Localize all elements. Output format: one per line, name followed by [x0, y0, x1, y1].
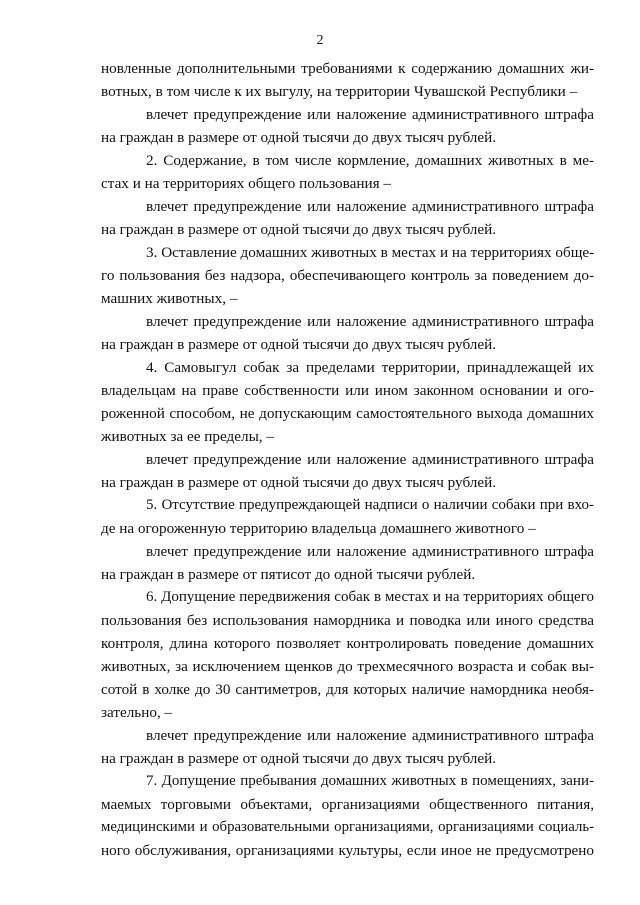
text-line: 2. Содержание, в том числе кормление, домашних животных в ме- [146, 152, 594, 169]
text-line: го пользования без надзора, обеспечивающего контроль за поведением до- [101, 267, 594, 284]
page-number: 2 [316, 33, 324, 48]
text-line: владельцам на праве собственности или ином законном основании и ого- [101, 382, 594, 399]
text-line: контроля, длина которого позволяет контролировать поведение домашних [101, 635, 594, 652]
text-line: на граждан в размере от одной тысячи до двух тысяч рублей. [101, 474, 497, 491]
text-line: влечет предупреждение или наложение административного штрафа [146, 313, 594, 330]
text-line: на граждан в размере от пятисот до одной тысячи рублей. [101, 566, 476, 583]
text-line: пользования без использования намордника и поводка или иного средства [101, 612, 594, 629]
text-line: машних животных, – [101, 290, 238, 307]
text-line: животных, за исключением щенков до трехмесячного возраста и собак вы- [101, 658, 594, 675]
text-line: маемых торговыми объектами, организациями общественного питания, [101, 796, 594, 813]
text-line: на граждан в размере от одной тысячи до двух тысяч рублей. [101, 336, 497, 353]
text-line: де на огороженную территорию владельца домашнего животного – [101, 520, 536, 537]
text-line: сотой в холке до 30 сантиметров, для которых наличие намордника необя- [101, 681, 594, 698]
text-line: зательно, – [101, 704, 173, 721]
text-line: на граждан в размере от одной тысячи до двух тысяч рублей. [101, 129, 497, 146]
text-line: влечет предупреждение или наложение административного штрафа [146, 106, 594, 123]
text-line: вотных, в том числе к их выгулу, на территории Чувашской Республики – [101, 83, 578, 100]
text-line: новленные дополнительными требованиями к содержанию домашних жи- [101, 60, 594, 77]
text-line: стах и на территориях общего пользования – [101, 175, 391, 192]
text-line: 5. Отсутствие предупреждающей надписи о наличии собаки при вхо- [146, 497, 594, 513]
text-line: роженной способом, не допускающим самостоятельного выхода домашних [101, 405, 594, 422]
text-line: на граждан в размере от одной тысячи до двух тысяч рублей. [101, 750, 497, 767]
document-body [101, 57, 594, 862]
text-line: влечет предупреждение или наложение административного штрафа [146, 727, 594, 744]
text-line: животных за ее пределы, – [101, 428, 274, 445]
text-line: 3. Оставление домашних животных в местах и на территориях обще- [146, 244, 594, 261]
text-line: влечет предупреждение или наложение административного штрафа [146, 198, 594, 215]
text-line: 6. Допущение передвижения собак в местах и на территориях общего [146, 589, 594, 605]
text-line: на граждан в размере от одной тысячи до двух тысяч рублей. [101, 221, 497, 238]
text-line: 7. Допущение пребывания домашних животных в помещениях, зани- [146, 773, 594, 789]
text-line: медицинскими и образовательными организациями, организациями социаль- [101, 819, 594, 835]
text-line: влечет предупреждение или наложение административного штрафа [146, 543, 594, 560]
text-line: 4. Самовыгул собак за пределами территории, принадлежащей их [146, 359, 594, 376]
text-line: влечет предупреждение или наложение административного штрафа [146, 451, 594, 468]
text-line: ного обслуживания, организациями культуры, если иное не предусмотрено [101, 842, 594, 859]
